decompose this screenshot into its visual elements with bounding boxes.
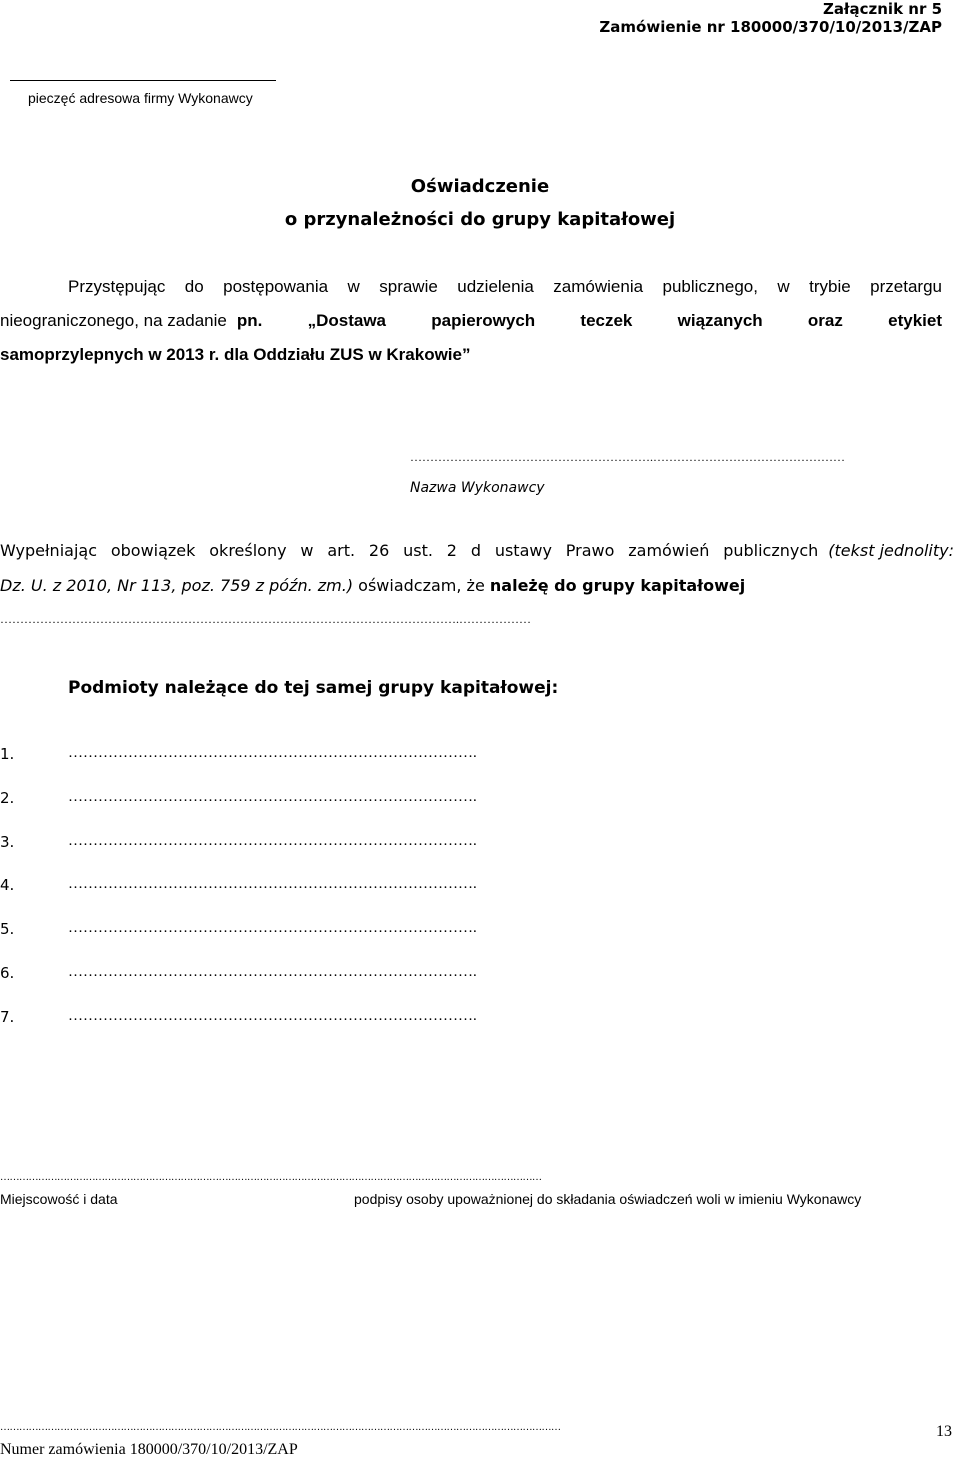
entity-blank: ……………………………………………………………………….: [68, 920, 477, 936]
place-date-label: Miejscowość i data: [0, 1191, 118, 1207]
footer-dots: ……………………………………………………………………………………………………………………………………………………………: [0, 1422, 561, 1433]
intro-line-2: [0, 311, 942, 331]
stamp-label: pieczęć adresowa firmy Wykonawcy: [28, 90, 253, 106]
declaration-statement: oświadczam, że: [353, 576, 490, 595]
declaration-dots: …………………………………………………………………………………………………….………………: [0, 612, 531, 626]
contractor-dots: …………………………………………………….…………………………………………: [410, 450, 845, 464]
document-subtitle: o przynależności do grupy kapitałowej: [284, 209, 676, 230]
declaration-text: Wypełniając obowiązek określony w art. 26 ust. 2 d ustawy Prawo zamówień publicznych: [0, 541, 819, 560]
declaration-citation-start: (tekst jednolity:: [828, 541, 954, 560]
entity-blank: ……………………………………………………………………….: [68, 1008, 477, 1024]
intro-line-2-text: nieograniczonego, na zadanie: [0, 311, 227, 330]
declaration-line-2: [0, 576, 745, 595]
entity-number: 5.: [0, 920, 15, 938]
footer-order-number: Numer zamówienia 180000/370/10/2013/ZAP: [0, 1441, 298, 1458]
signatures-label: podpisy osoby upoważnionej do składania oświadczeń woli w imieniu Wykonawcy: [354, 1191, 862, 1207]
entities-heading: Podmioty należące do tej samej grupy kapitałowej:: [68, 678, 559, 698]
page-number: 13: [936, 1423, 952, 1440]
declaration-citation-end: Dz. U. z 2010, Nr 113, poz. 759 z późn. zm.): [0, 576, 354, 595]
declaration-line-1: [0, 541, 954, 560]
entity-number: 4.: [0, 876, 15, 894]
contractor-label: Nazwa Wykonawcy: [410, 480, 545, 496]
declaration-group-membership: należę do grupy kapitałowej: [489, 576, 746, 595]
signature-dots: ………………………………………………………………………………………………………………………………………………………: [0, 1172, 542, 1183]
intro-task-name: pn. „Dostawa papierowych teczek wiązanych oraz etykiet: [236, 311, 942, 330]
document-title: Oświadczenie: [410, 176, 550, 197]
entity-blank: ……………………………………………………………………….: [68, 876, 477, 892]
entity-number: 6.: [0, 964, 15, 982]
entity-number: 3.: [0, 833, 15, 851]
intro-line-1: Przystępując do postępowania w sprawie udzielenia zamówienia publicznego, w trybie przetargu: [68, 277, 942, 296]
entity-blank: ……………………………………………………………………….: [68, 964, 477, 980]
stamp-line: [10, 80, 276, 81]
entity-blank: ……………………………………………………………………….: [68, 789, 477, 805]
entity-blank: ……………………………………………………………………….: [68, 745, 477, 761]
annex-label: Załącznik nr 5: [822, 0, 942, 18]
order-number-header: Zamówienie nr 180000/370/10/2013/ZAP: [599, 18, 942, 36]
entity-number: 7.: [0, 1008, 15, 1026]
entity-number: 2.: [0, 789, 15, 807]
intro-line-3: samoprzylepnych w 2013 r. dla Oddziału ZUS w Krakowie”: [0, 345, 471, 364]
entity-number: 1.: [0, 745, 15, 763]
entity-blank: ……………………………………………………………………….: [68, 833, 477, 849]
